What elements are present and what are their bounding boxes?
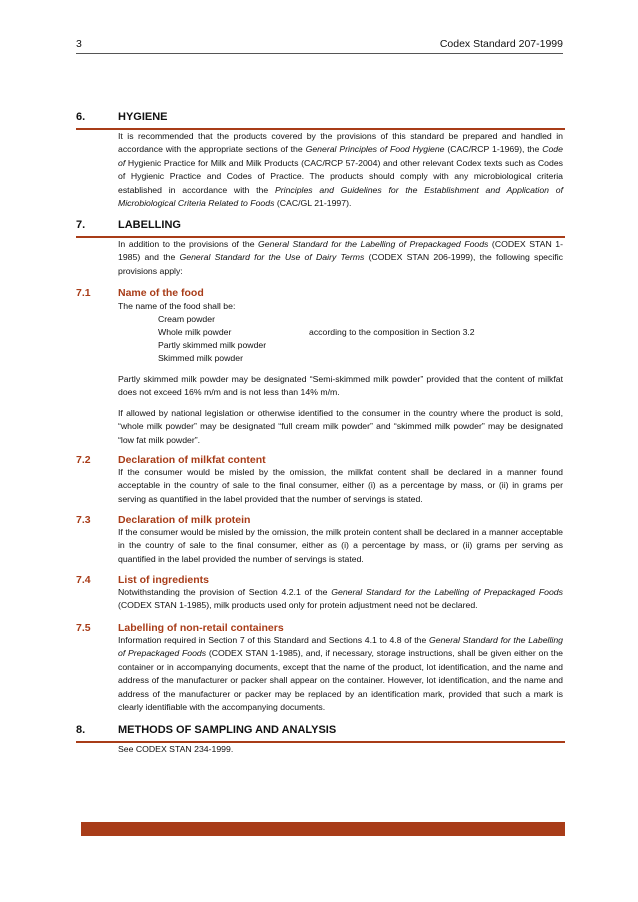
section-title: LABELLING	[118, 219, 181, 231]
milkfat-paragraph: If the consumer would be misled by the omission, the milkfat content shall be declared in a manner found acceptable in the country of sale to the final consumer, either (i) as a percentage by mass, or (ii) in grams per serving as quantified in the label provided that the number of servings is stated.	[118, 467, 563, 504]
ingredients-paragraph: Notwithstanding the provision of Section 4.2.1 of the General Standard for the Labelling of Prepackaged Foods (CODEX STAN 1-1985), milk products used only for protein adjustment need not be declared.	[118, 587, 563, 611]
list-item: Cream powder	[158, 314, 215, 324]
name-of-food-intro: The name of the food shall be:	[118, 301, 236, 311]
page-number: 3	[76, 38, 82, 50]
subsection-title: Labelling of non-retail containers	[118, 622, 284, 634]
page-header	[76, 37, 563, 54]
subsection-number: 7.4	[76, 574, 91, 586]
labelling-paragraph: In addition to the provisions of the General Standard for the Labelling of Prepackaged Foods (CODEX STAN 1-1985) and the General Standard for the Use of Dairy Terms (CODEX STAN 206-1999), the following specific provisions apply:	[118, 239, 563, 276]
section-heading-labelling	[76, 217, 565, 238]
subsection-number: 7.3	[76, 514, 91, 526]
subsection-title: List of ingredients	[118, 574, 210, 586]
designation-paragraph: If allowed by national legislation or otherwise identified to the consumer in the country where the product is sold, “whole milk powder” may be designated “full cream milk powder” and “skimmed milk powder” may be designated “low fat milk powder”.	[118, 408, 563, 445]
subsection-number: 7.2	[76, 454, 91, 466]
standard-reference: Codex Standard 207-1999	[439, 38, 563, 50]
hygiene-paragraph: It is recommended that the products covered by the provisions of this standard be prepared and handled in accordance with the appropriate sections of the General Principles of Food Hygiene (CAC/RCP 1-1969), the Code of Hygienic Practice for Milk and Milk Products (CAC/RCP 57-2004) and other relevant Codex texts such as Codes of Hygienic Practice and Codes of Practice. The products should comply with any microbiological criteria established in accordance with the Principles and Guidelines for the Establishment and Application of Microbiological Criteria Related to Foods (CAC/GL 21-1997).	[118, 131, 563, 209]
sampling-paragraph: See CODEX STAN 234-1999.	[118, 744, 234, 754]
composition-note: according to the composition in Section 3.2	[309, 327, 475, 337]
section-number: 8.	[76, 724, 86, 736]
semi-skimmed-paragraph: Partly skimmed milk powder may be designated “Semi-skimmed milk powder” provided that the content of milkfat does not exceed 16% m/m and is not less than 14% m/m.	[118, 374, 563, 398]
list-item: Partly skimmed milk powder	[158, 340, 267, 350]
subsection-title: Declaration of milkfat content	[118, 454, 266, 466]
section-number: 7.	[76, 219, 86, 231]
list-item: Whole milk powder	[158, 327, 232, 337]
milk-protein-paragraph: If the consumer would be misled by the omission, the milk protein content shall be declared in a manner acceptable in the country of sale to the final consumer, either as (i) a percentage by mass, or (ii) grams per serving as quantified in the label provided the number of servings is stated.	[118, 527, 563, 564]
non-retail-paragraph: Information required in Section 7 of this Standard and Sections 4.1 to 4.8 of the General Standard for the Labelling of Prepackaged Foods (CODEX STAN 1-1985), and, if necessary, storage instructions, shall be given either on the container or in accompanying documents, except that the name of the product, lot identification, and the name and address of the manufacturer or packer shall appear on the container. However, lot identification, and the name and address of the manufacturer or packer may be replaced by an identification mark, provided that such a mark is clearly identifiable with the accompanying documents.	[118, 635, 563, 713]
footer-bar	[81, 822, 565, 836]
section-heading-sampling	[76, 722, 565, 743]
section-title: HYGIENE	[118, 111, 168, 123]
subsection-number: 7.5	[76, 622, 91, 634]
list-item: Skimmed milk powder	[158, 353, 243, 363]
subsection-number: 7.1	[76, 287, 91, 299]
section-number: 6.	[76, 111, 86, 123]
section-title: METHODS OF SAMPLING AND ANALYSIS	[118, 724, 337, 736]
section-heading-hygiene	[76, 109, 565, 130]
subsection-title: Declaration of milk protein	[118, 514, 251, 526]
subsection-title: Name of the food	[118, 287, 204, 299]
